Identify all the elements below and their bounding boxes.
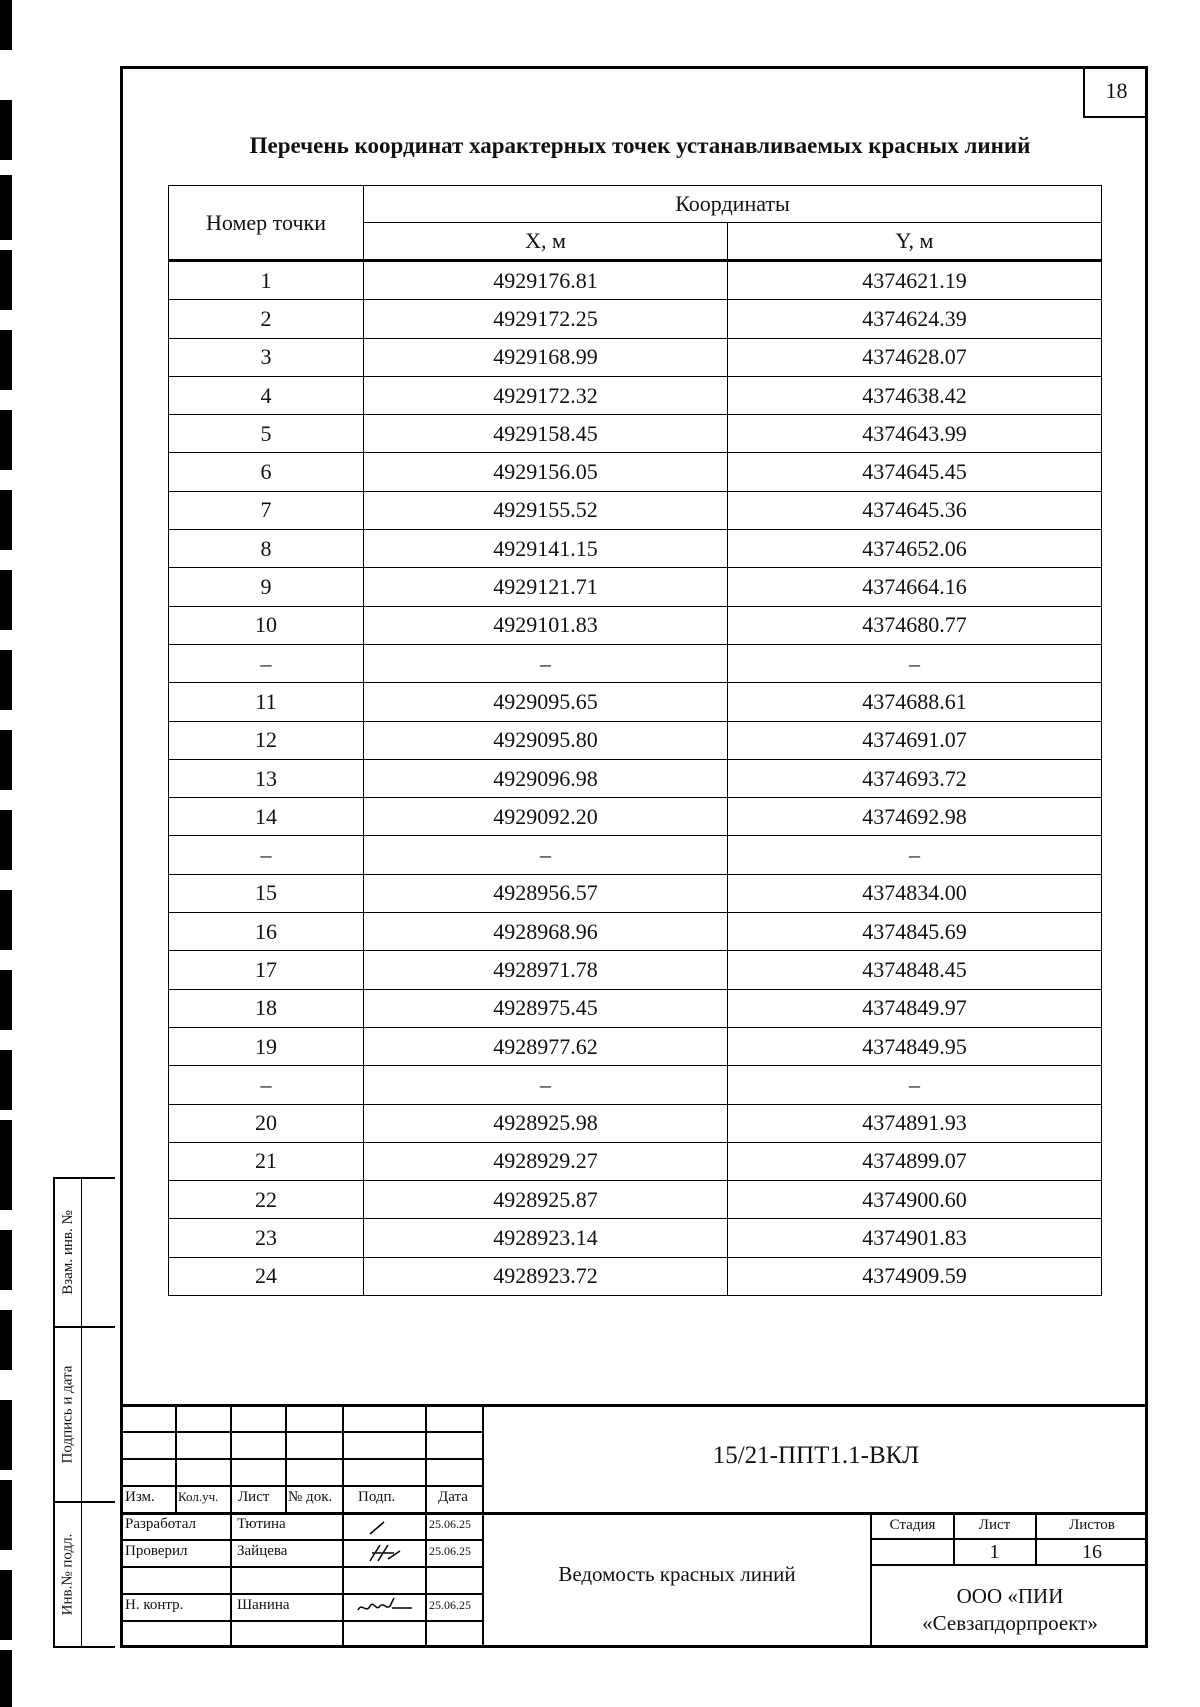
binding-mark	[0, 1650, 12, 1707]
y-coordinate-cell: 4374900.60	[728, 1181, 1102, 1219]
y-coordinate-cell: 4374899.07	[728, 1142, 1102, 1180]
stamp-vzam-inv	[53, 1177, 115, 1328]
tb-hdr-koluch: Кол.уч.	[178, 1489, 219, 1504]
x-coordinate-cell: 4929158.45	[364, 415, 728, 453]
tb-date-2: 25.06.25	[429, 1544, 471, 1558]
binding-mark	[0, 1050, 12, 1110]
stamp-inv-label: Инв.№ подл.	[59, 1533, 76, 1616]
header-point-number: Номер точки	[169, 186, 364, 261]
point-number-cell: 5	[169, 415, 364, 453]
point-number-cell: 21	[169, 1142, 364, 1180]
table-row	[169, 951, 1102, 989]
binding-mark	[0, 1230, 12, 1290]
tb-name-2: Зайцева	[237, 1543, 288, 1559]
binding-mark	[0, 490, 12, 550]
header-y: Y, м	[728, 223, 1102, 261]
binding-mark	[0, 650, 12, 710]
table-row	[169, 1066, 1102, 1104]
stamp-podpis-label: Подпись и дата	[59, 1365, 76, 1464]
binding-mark	[0, 730, 12, 790]
table-row	[169, 300, 1102, 338]
y-coordinate-cell: 4374652.06	[728, 530, 1102, 568]
y-coordinate-cell: 4374901.83	[728, 1219, 1102, 1257]
y-coordinate-cell: –	[728, 644, 1102, 682]
x-coordinate-cell: 4929172.25	[364, 300, 728, 338]
x-coordinate-cell: 4929176.81	[364, 261, 728, 300]
y-coordinate-cell: 4374643.99	[728, 415, 1102, 453]
binding-mark	[0, 1400, 12, 1470]
y-coordinate-cell: 4374624.39	[728, 300, 1102, 338]
document-name: Ведомость красных линий	[558, 1562, 796, 1586]
table-row	[169, 913, 1102, 951]
table-row	[169, 1219, 1102, 1257]
binding-mark	[0, 570, 12, 630]
y-coordinate-cell: 4374692.98	[728, 798, 1102, 836]
binding-mark	[0, 1570, 12, 1640]
tb-name-1: Тютина	[237, 1516, 286, 1532]
y-coordinate-cell: 4374834.00	[728, 874, 1102, 912]
y-coordinate-cell: 4374664.16	[728, 568, 1102, 606]
table-row	[169, 1104, 1102, 1142]
stamp-podpis-data	[53, 1326, 115, 1503]
table-row	[169, 721, 1102, 759]
coordinates-table-body	[169, 261, 1102, 1296]
point-number-cell: 18	[169, 989, 364, 1027]
table-row	[169, 491, 1102, 529]
table-row	[169, 798, 1102, 836]
header-coordinates: Координаты	[364, 186, 1102, 223]
tb-hdr-ndok: № док.	[288, 1489, 333, 1505]
y-coordinate-cell: –	[728, 1066, 1102, 1104]
table-row	[169, 1142, 1102, 1180]
x-coordinate-cell: 4929121.71	[364, 568, 728, 606]
y-coordinate-cell: 4374688.61	[728, 683, 1102, 721]
x-coordinate-cell: –	[364, 644, 728, 682]
x-coordinate-cell: 4929156.05	[364, 453, 728, 491]
point-number-cell: 8	[169, 530, 364, 568]
point-number-cell: 7	[169, 491, 364, 529]
sheets-value: 16	[1082, 1541, 1102, 1563]
y-coordinate-cell: 4374848.45	[728, 951, 1102, 989]
y-coordinate-cell: –	[728, 836, 1102, 874]
y-coordinate-cell: 4374645.36	[728, 491, 1102, 529]
page-title: Перечень координат характерных точек устанавливаемых красных линий	[249, 133, 1031, 158]
x-coordinate-cell: 4928923.72	[364, 1257, 728, 1295]
tb-hdr-list: Лист	[238, 1489, 270, 1505]
y-coordinate-cell: 4374849.97	[728, 989, 1102, 1027]
tb-name-4: Шанина	[237, 1597, 290, 1613]
y-coordinate-cell: 4374909.59	[728, 1257, 1102, 1295]
table-row	[169, 606, 1102, 644]
point-number-cell: 11	[169, 683, 364, 721]
organization-line-1: ООО «ПИИ	[956, 1584, 1064, 1608]
point-number-cell: 12	[169, 721, 364, 759]
point-number-cell: 3	[169, 338, 364, 376]
y-coordinate-cell: 4374845.69	[728, 913, 1102, 951]
table-row	[169, 568, 1102, 606]
tb-hdr-podp: Подп.	[358, 1489, 396, 1505]
table-row	[169, 1181, 1102, 1219]
sheet-label: Лист	[978, 1517, 1011, 1533]
tb-date-1: 25.06.25	[429, 1517, 471, 1531]
y-coordinate-cell: 4374691.07	[728, 721, 1102, 759]
binding-mark	[0, 1480, 12, 1550]
table-row	[169, 989, 1102, 1027]
y-coordinate-cell: 4374621.19	[728, 261, 1102, 300]
stage-label: Стадия	[889, 1517, 936, 1533]
point-number-cell: 14	[169, 798, 364, 836]
point-number-cell: 10	[169, 606, 364, 644]
x-coordinate-cell: 4929101.83	[364, 606, 728, 644]
x-coordinate-cell: 4928975.45	[364, 989, 728, 1027]
x-coordinate-cell: 4929168.99	[364, 338, 728, 376]
x-coordinate-cell: 4928925.87	[364, 1181, 728, 1219]
project-code: 15/21-ППТ1.1-ВКЛ	[712, 1442, 920, 1469]
table-row	[169, 874, 1102, 912]
tb-role-2: Проверил	[125, 1543, 188, 1559]
point-number-cell: 1	[169, 261, 364, 300]
tb-role-1: Разработал	[125, 1516, 197, 1532]
table-row	[169, 261, 1102, 300]
coordinates-table	[168, 185, 1102, 1296]
table-row	[169, 1257, 1102, 1295]
header-x: X, м	[364, 223, 728, 261]
y-coordinate-cell: 4374628.07	[728, 338, 1102, 376]
point-number-cell: 13	[169, 759, 364, 797]
table-row	[169, 338, 1102, 376]
binding-mark	[0, 1310, 12, 1370]
binding-mark	[0, 1120, 12, 1210]
point-number-cell: 17	[169, 951, 364, 989]
point-number-cell: –	[169, 1066, 364, 1104]
binding-mark	[0, 410, 12, 470]
table-row	[169, 836, 1102, 874]
x-coordinate-cell: 4928971.78	[364, 951, 728, 989]
point-number-cell: 20	[169, 1104, 364, 1142]
point-number-cell: –	[169, 836, 364, 874]
tb-hdr-izm: Изм.	[125, 1489, 155, 1505]
tb-hdr-data: Дата	[438, 1489, 468, 1505]
signature-1	[360, 1516, 410, 1538]
tb-date-4: 25.06.25	[429, 1598, 471, 1612]
point-number-cell: 16	[169, 913, 364, 951]
stamp-vzam-label: Взам. инв. №	[59, 1210, 76, 1295]
x-coordinate-cell: 4929095.65	[364, 683, 728, 721]
point-number-cell: –	[169, 644, 364, 682]
point-number-cell: 23	[169, 1219, 364, 1257]
x-coordinate-cell: 4928956.57	[364, 874, 728, 912]
x-coordinate-cell: 4928968.96	[364, 913, 728, 951]
signature-4	[354, 1594, 418, 1618]
y-coordinate-cell: 4374891.93	[728, 1104, 1102, 1142]
binding-mark	[0, 250, 12, 310]
x-coordinate-cell: 4929155.52	[364, 491, 728, 529]
point-number-cell: 19	[169, 1027, 364, 1065]
x-coordinate-cell: 4929141.15	[364, 530, 728, 568]
binding-mark	[0, 970, 12, 1030]
y-coordinate-cell: 4374638.42	[728, 376, 1102, 414]
y-coordinate-cell: 4374680.77	[728, 606, 1102, 644]
signature-2	[358, 1541, 413, 1565]
x-coordinate-cell: 4929096.98	[364, 759, 728, 797]
binding-mark	[0, 330, 12, 390]
y-coordinate-cell: 4374645.45	[728, 453, 1102, 491]
table-row	[169, 759, 1102, 797]
tb-role-4: Н. контр.	[125, 1597, 184, 1613]
point-number-cell: 2	[169, 300, 364, 338]
table-row	[169, 683, 1102, 721]
table-row	[169, 644, 1102, 682]
sheet-value: 1	[989, 1541, 1000, 1563]
binding-mark	[0, 810, 12, 870]
point-number-cell: 15	[169, 874, 364, 912]
x-coordinate-cell: 4928925.98	[364, 1104, 728, 1142]
binding-mark	[0, 175, 12, 240]
title-block	[120, 1404, 1148, 1648]
x-coordinate-cell: 4929095.80	[364, 721, 728, 759]
point-number-cell: 22	[169, 1181, 364, 1219]
stamp-inv-podl	[53, 1501, 115, 1648]
point-number-cell: 4	[169, 376, 364, 414]
x-coordinate-cell: –	[364, 836, 728, 874]
x-coordinate-cell: 4928929.27	[364, 1142, 728, 1180]
y-coordinate-cell: 4374693.72	[728, 759, 1102, 797]
y-coordinate-cell: 4374849.95	[728, 1027, 1102, 1065]
binding-mark	[0, 0, 12, 50]
binding-mark	[0, 100, 12, 160]
table-row	[169, 415, 1102, 453]
x-coordinate-cell: –	[364, 1066, 728, 1104]
x-coordinate-cell: 4928977.62	[364, 1027, 728, 1065]
page-number: 18	[1083, 66, 1148, 118]
x-coordinate-cell: 4929092.20	[364, 798, 728, 836]
point-number-cell: 6	[169, 453, 364, 491]
table-row	[169, 530, 1102, 568]
table-row	[169, 453, 1102, 491]
organization-line-2: «Севзапдорпроект»	[922, 1611, 1098, 1635]
table-row	[169, 1027, 1102, 1065]
point-number-cell: 24	[169, 1257, 364, 1295]
sheets-label: Листов	[1069, 1517, 1115, 1533]
point-number-cell: 9	[169, 568, 364, 606]
table-row	[169, 376, 1102, 414]
binding-mark	[0, 890, 12, 950]
x-coordinate-cell: 4929172.32	[364, 376, 728, 414]
x-coordinate-cell: 4928923.14	[364, 1219, 728, 1257]
